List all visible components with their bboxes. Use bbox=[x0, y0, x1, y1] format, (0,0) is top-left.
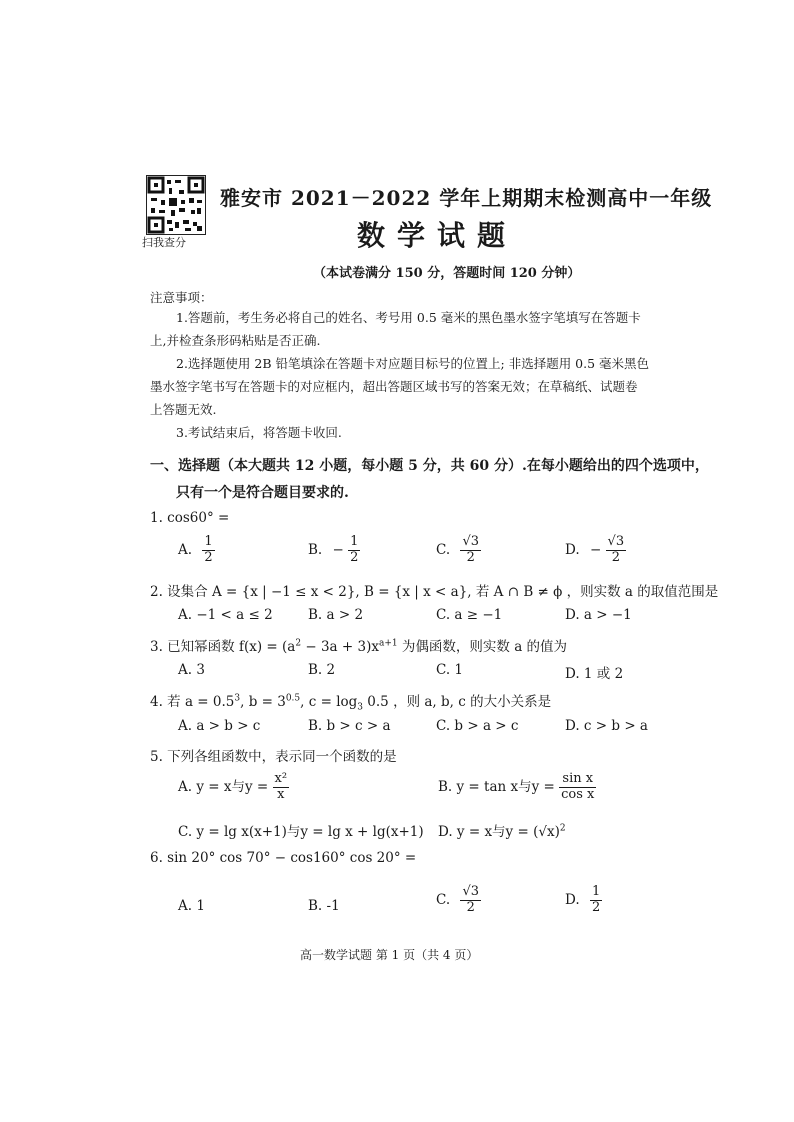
q1-option-c bbox=[436, 535, 481, 566]
q4-option-b: B. b > c > a bbox=[308, 718, 391, 734]
q3-option-c: C. 1 bbox=[436, 662, 464, 678]
option-label: B. bbox=[308, 541, 323, 558]
q3-option-d: D. 1 或 2 bbox=[565, 666, 624, 682]
option-label: C. bbox=[436, 891, 451, 908]
option-label: A. bbox=[178, 541, 193, 558]
numerator: √3 bbox=[462, 534, 479, 549]
minus-sign: − bbox=[332, 541, 344, 558]
q4-option-a: A. a > b > c bbox=[178, 718, 261, 734]
q6-option-d bbox=[565, 885, 602, 916]
stem-part: − 3a + 3)x bbox=[301, 639, 379, 655]
q1-option-d bbox=[565, 535, 626, 566]
note-line: 3.考试结束后，将答题卡收回. bbox=[176, 425, 342, 440]
q5-option-b bbox=[438, 772, 596, 803]
qr-code-icon bbox=[146, 175, 206, 235]
denominator: x bbox=[277, 786, 285, 802]
subscript: 3 bbox=[357, 702, 364, 713]
q2-option-a: A. −1 < a ≤ 2 bbox=[178, 607, 273, 623]
denominator: 2 bbox=[204, 549, 213, 565]
section-heading-cont: 只有一个是符合题目要求的. bbox=[176, 485, 349, 501]
q5-option-d bbox=[438, 820, 566, 840]
exponent: 0.5 bbox=[285, 693, 301, 704]
option-label: D. bbox=[565, 541, 580, 558]
option-text: A. y = x与y = bbox=[178, 778, 269, 795]
denominator: 2 bbox=[350, 549, 359, 565]
q6-option-c bbox=[436, 885, 481, 916]
stem-part: , b = 3 bbox=[240, 694, 286, 710]
qr-label: 扫我查分 bbox=[142, 236, 186, 249]
denominator: 2 bbox=[591, 899, 601, 915]
exponent: 2 bbox=[295, 638, 302, 649]
numerator: √3 bbox=[607, 534, 625, 549]
option-text: D. y = x与y = (√x) bbox=[438, 824, 560, 840]
option-label: C. bbox=[436, 541, 451, 558]
q3-option-a: A. 3 bbox=[178, 662, 205, 678]
q4-option-d: D. c > b > a bbox=[565, 718, 648, 734]
stem-part: , c = log bbox=[300, 694, 358, 710]
q4-option-c: C. b > a > c bbox=[436, 718, 519, 734]
q5-option-c: C. y = lg x(x+1)与y = lg x + lg(x+1) bbox=[178, 824, 424, 840]
note-line: 上,并检查条形码粘贴是否正确. bbox=[150, 333, 321, 348]
fraction bbox=[460, 535, 481, 566]
q3-option-b: B. 2 bbox=[308, 662, 336, 678]
fraction bbox=[273, 772, 290, 803]
q6-option-a: A. 1 bbox=[178, 898, 205, 914]
exam-info: （本试卷满分 150 分，答题时间 120 分钟） bbox=[313, 266, 581, 281]
question-6-stem: 6. sin 20° cos 70° − cos160° cos 20° = bbox=[150, 850, 417, 866]
numerator: 1 bbox=[350, 534, 359, 549]
q2-option-b: B. a > 2 bbox=[308, 607, 364, 623]
note-line: 1.答题前，考生务必将自己的姓名、考号用 0.5 毫米的黑色墨水签字笔填写在答题卡 bbox=[176, 310, 641, 325]
exponent: a+1 bbox=[378, 638, 398, 649]
exponent: 2 bbox=[559, 823, 566, 834]
question-4-stem bbox=[150, 690, 551, 713]
q2-option-d: D. a > −1 bbox=[565, 607, 632, 623]
exponent: 3 bbox=[234, 693, 241, 704]
option-text: B. y = tan x与y = bbox=[438, 778, 555, 795]
fraction bbox=[460, 885, 481, 916]
q6-option-b: B. -1 bbox=[308, 898, 340, 914]
numerator: sin x bbox=[559, 772, 596, 788]
fraction bbox=[348, 535, 360, 566]
subject-title: 数学试题 bbox=[357, 219, 518, 252]
note-line: 2.选择题使用 2B 铅笔填涂在答题卡对应题目标号的位置上; 非选择题用 0.5 毫米黑色 bbox=[176, 356, 650, 371]
question-5-stem: 5. 下列各组函数中，表示同一个函数的是 bbox=[150, 749, 397, 765]
numerator: 1 bbox=[204, 534, 213, 549]
minus-sign: − bbox=[589, 541, 602, 558]
question-3-stem bbox=[150, 635, 567, 655]
denominator: cos x bbox=[561, 786, 595, 802]
stem-part: 4. 若 a = 0.5 bbox=[150, 694, 235, 710]
note-line: 上答题无效. bbox=[150, 402, 217, 417]
numerator: 1 bbox=[591, 884, 601, 899]
fraction bbox=[590, 885, 602, 916]
option-label: D. bbox=[565, 891, 580, 908]
fraction bbox=[559, 772, 596, 803]
notes-title: 注意事项： bbox=[150, 290, 213, 305]
question-1-stem: 1. cos60° = bbox=[150, 510, 230, 526]
fraction bbox=[606, 535, 627, 566]
denominator: 2 bbox=[466, 549, 475, 565]
q2-option-c: C. a ≥ −1 bbox=[436, 607, 503, 623]
stem-part: 为偶函数，则实数 a 的值为 bbox=[397, 639, 568, 655]
note-line: 墨水签字笔书写在答题卡的对应框内，超出答题区域书写的答案无效；在草稿纸、试题卷 bbox=[150, 379, 638, 394]
section-heading: 一、选择题（本大题共 12 小题，每小题 5 分，共 60 分）.在每小题给出的四个选项中， bbox=[150, 458, 709, 474]
stem-part: 3. 已知幂函数 f(x) = (a bbox=[150, 639, 296, 655]
denominator: 2 bbox=[466, 899, 475, 915]
q1-option-b bbox=[308, 535, 360, 566]
fraction bbox=[202, 535, 214, 566]
denominator: 2 bbox=[611, 549, 620, 565]
page-footer: 高一数学试题 第 1 页（共 4 页） bbox=[300, 948, 479, 962]
question-2-stem: 2. 设集合 A = {x | −1 ≤ x < 2}, B = {x | x < a}, 若 A ∩ B ≠ ϕ ，则实数 a 的取值范围是 bbox=[150, 584, 719, 600]
q5-option-a bbox=[178, 772, 289, 803]
exam-title: 雅安市 2021－2022 学年上期期末检测高中一年级 bbox=[220, 186, 713, 210]
numerator: x² bbox=[274, 771, 288, 786]
stem-part: 0.5 ，则 a, b, c 的大小关系是 bbox=[363, 694, 552, 710]
numerator: √3 bbox=[462, 884, 479, 899]
q1-option-a bbox=[178, 535, 215, 566]
